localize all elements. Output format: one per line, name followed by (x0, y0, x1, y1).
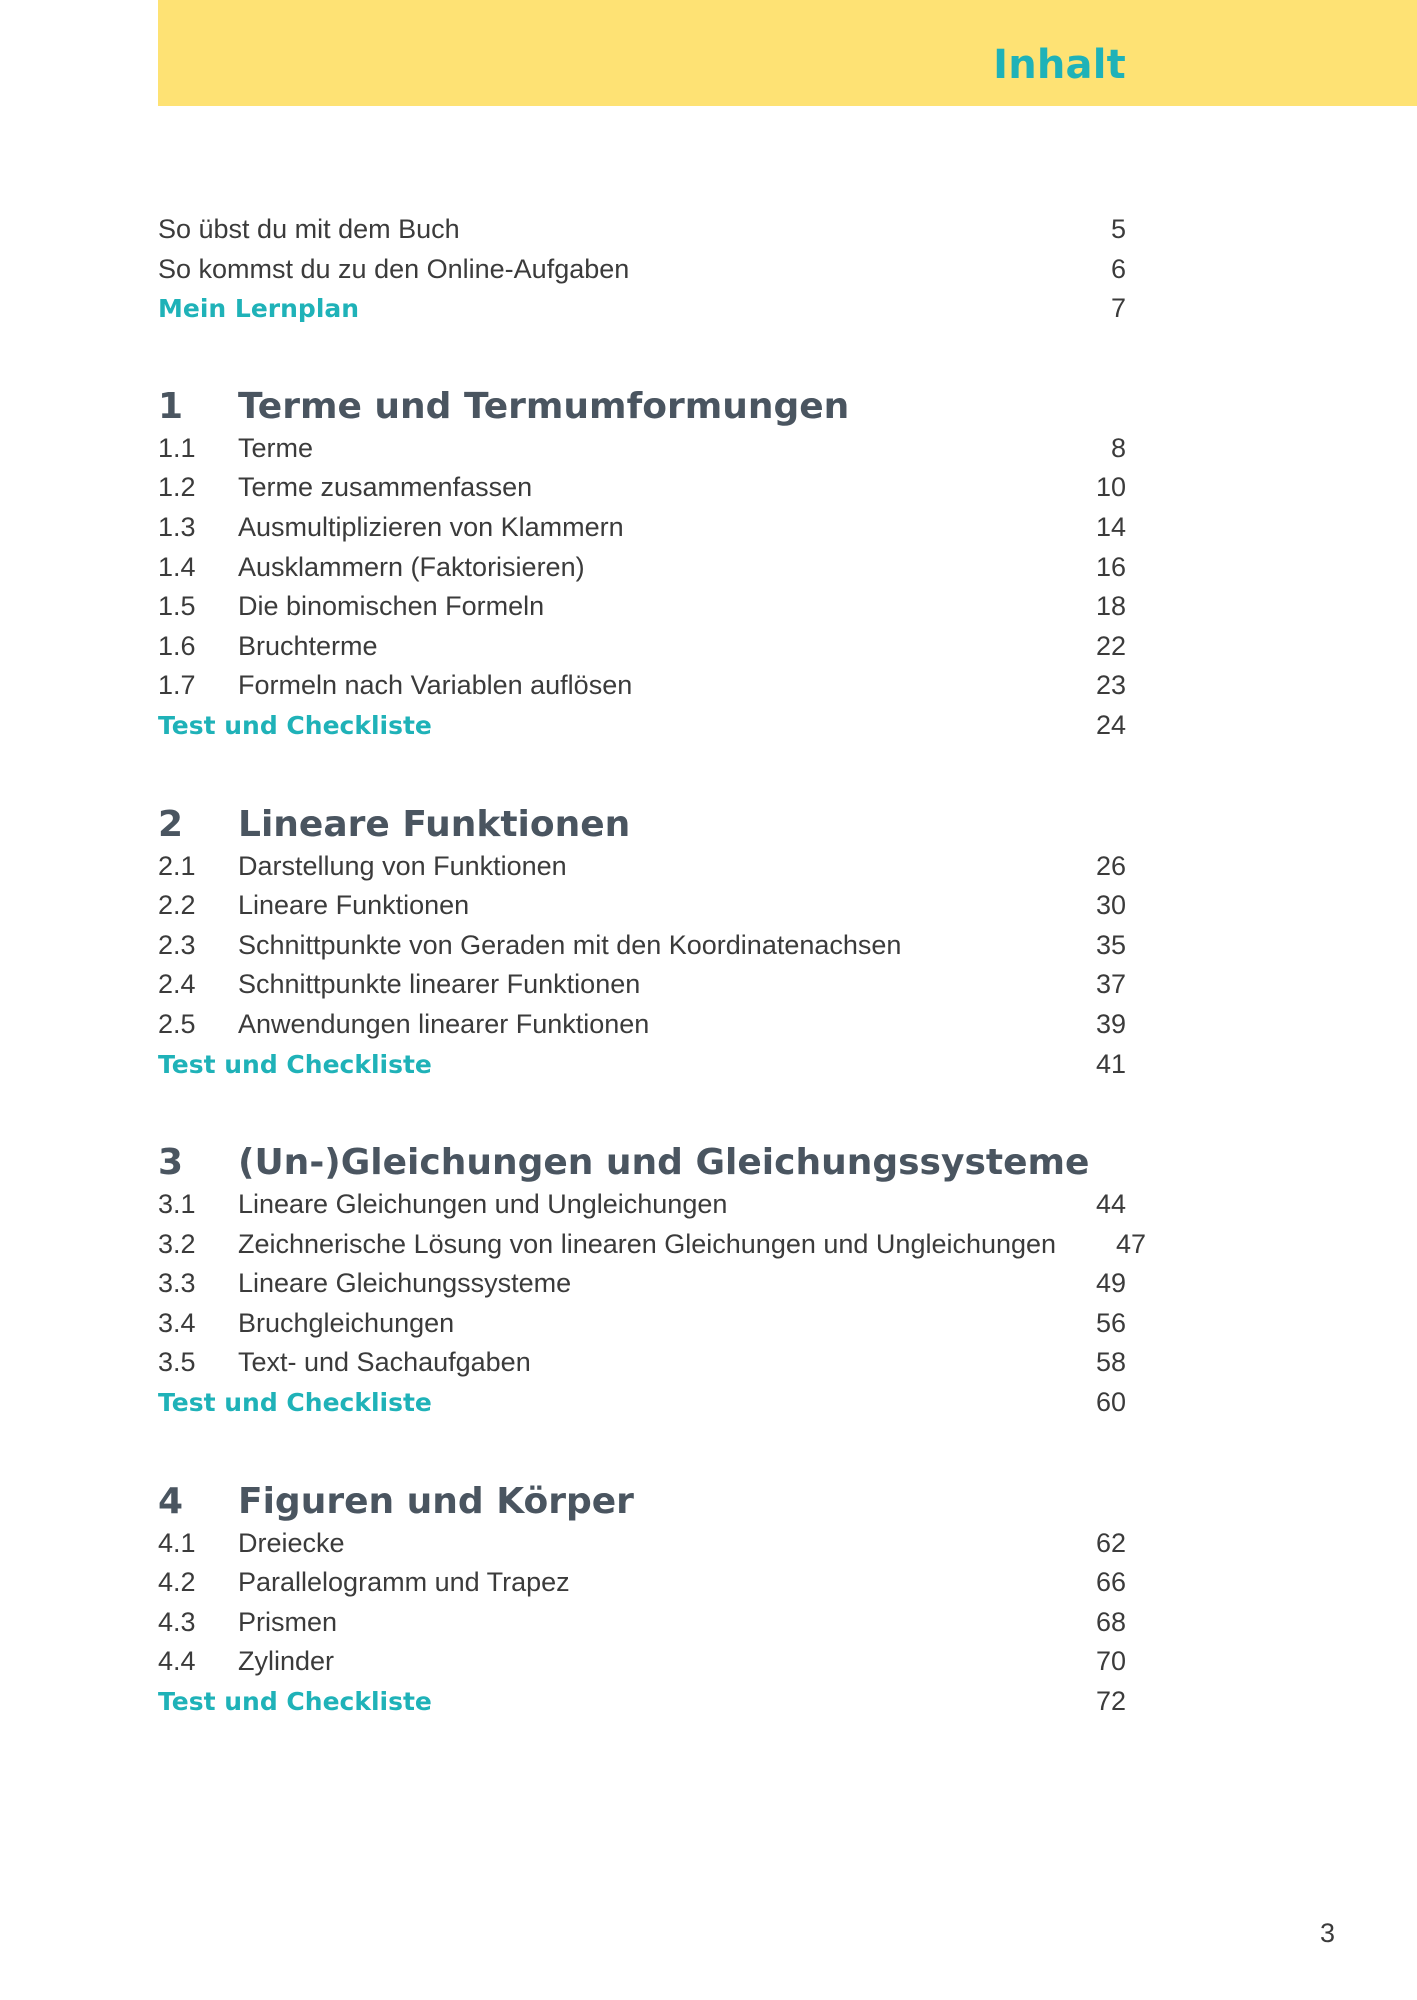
toc-page-number: 49 (1095, 1268, 1126, 1299)
chapter-title: Terme und Termumformungen (238, 385, 850, 427)
section-title: Dreiecke (238, 1527, 345, 1558)
section-number: 2.5 (158, 1008, 196, 1039)
toc-page-number: 39 (1095, 1008, 1126, 1039)
toc-item-row[interactable] (158, 429, 1126, 469)
toc-page-number: 14 (1095, 511, 1126, 542)
toc-page-number: 66 (1095, 1567, 1126, 1598)
section-title: Die binomischen Formeln (238, 591, 545, 622)
section-title: Formeln nach Variablen auflösen (238, 670, 633, 701)
toc-item-row[interactable] (158, 1603, 1126, 1643)
toc-page-number: 47 (1116, 1228, 1147, 1259)
toc-page-number: 5 (1110, 214, 1126, 244)
toc-item-row[interactable] (158, 1642, 1126, 1682)
chapter-title: (Un-)Gleichungen und Gleichungssysteme (238, 1142, 1090, 1184)
section-title: Bruchgleichungen (238, 1307, 455, 1338)
toc-page-number: 56 (1095, 1307, 1126, 1338)
chapter-number: 2 (158, 803, 184, 845)
chapter-heading[interactable] (158, 803, 1126, 847)
chapter-number: 4 (158, 1480, 184, 1522)
toc-intro-row[interactable] (158, 289, 1126, 329)
test-checklist-label: Test und Checkliste (158, 1049, 432, 1079)
section-number: 4.3 (158, 1606, 196, 1637)
section-gap (158, 1084, 1126, 1141)
toc-page-number: 62 (1095, 1527, 1126, 1558)
toc-item-row[interactable] (158, 1304, 1126, 1344)
section-number: 1.1 (158, 432, 196, 463)
toc-page-number: 26 (1095, 850, 1126, 881)
section-number: 1.4 (158, 551, 196, 582)
toc-page-number: 23 (1095, 670, 1126, 701)
section-title: Zeichnerische Lösung von linearen Gleichungen und Ungleichungen (238, 1228, 1057, 1259)
toc-page-number: 30 (1095, 890, 1126, 921)
section-number: 1.7 (158, 670, 196, 701)
chapter-title: Figuren und Körper (238, 1480, 634, 1522)
toc-item-row[interactable] (158, 886, 1126, 926)
toc-intro-row[interactable] (158, 210, 1126, 250)
section-number: 3.2 (158, 1228, 196, 1259)
toc-item-row[interactable] (158, 1563, 1126, 1603)
section-number: 3.5 (158, 1347, 196, 1378)
toc-item-row[interactable] (158, 548, 1126, 588)
toc-item-row[interactable] (158, 666, 1126, 706)
test-checklist-row[interactable] (158, 1383, 1126, 1423)
section-title: Parallelogramm und Trapez (238, 1567, 570, 1598)
section-title: Bruchterme (238, 630, 378, 661)
section-title: Lineare Gleichungssysteme (238, 1268, 572, 1299)
test-checklist-row[interactable] (158, 706, 1126, 746)
toc-item-row[interactable] (158, 1185, 1126, 1225)
toc-entry-title: So kommst du zu den Online-Aufgaben (158, 253, 630, 284)
toc-item-row[interactable] (158, 1005, 1126, 1045)
section-title: Anwendungen linearer Funktionen (238, 1008, 650, 1039)
section-title: Terme (238, 432, 314, 463)
section-title: Terme zusammenfassen (238, 472, 533, 503)
toc-page-number: 35 (1095, 929, 1126, 960)
test-checklist-row[interactable] (158, 1682, 1126, 1722)
toc-page-number: 10 (1095, 472, 1126, 503)
toc-page-number: 41 (1095, 1048, 1126, 1079)
section-number: 3.3 (158, 1268, 196, 1299)
chapter-heading[interactable] (158, 1141, 1126, 1185)
header-band (158, 0, 1417, 106)
toc-item-row[interactable] (158, 508, 1126, 548)
section-number: 2.2 (158, 890, 196, 921)
section-number: 4.1 (158, 1527, 196, 1558)
section-number: 2.4 (158, 969, 196, 1000)
toc-item-row[interactable] (158, 965, 1126, 1005)
section-number: 2.1 (158, 850, 196, 881)
section-title: Lineare Funktionen (238, 890, 470, 921)
toc-page-number: 16 (1095, 551, 1126, 582)
toc-page-number: 8 (1110, 432, 1126, 463)
section-number: 2.3 (158, 929, 196, 960)
toc-page-number: 68 (1095, 1606, 1126, 1637)
test-checklist-label: Test und Checkliste (158, 1388, 432, 1418)
section-title: Zylinder (238, 1646, 335, 1677)
toc-page-number: 60 (1095, 1387, 1126, 1418)
section-number: 1.6 (158, 630, 196, 661)
toc-item-row[interactable] (158, 1524, 1126, 1564)
toc-page-number: 37 (1095, 969, 1126, 1000)
toc-page-number: 18 (1095, 591, 1126, 622)
section-number: 3.1 (158, 1189, 196, 1220)
toc-item-row[interactable] (158, 468, 1126, 508)
chapter-heading[interactable] (158, 1480, 1126, 1524)
toc-item-row[interactable] (158, 1343, 1126, 1383)
section-gap (158, 746, 1126, 803)
test-checklist-label: Test und Checkliste (158, 710, 432, 740)
section-number: 4.2 (158, 1567, 196, 1598)
toc-page-number: 22 (1095, 630, 1126, 661)
toc-page-number: 6 (1110, 253, 1126, 284)
section-title: Darstellung von Funktionen (238, 850, 567, 881)
section-title: Schnittpunkte linearer Funktionen (238, 969, 641, 1000)
section-number: 4.4 (158, 1646, 196, 1677)
toc-page-number: 44 (1095, 1189, 1126, 1220)
toc-item-row[interactable] (158, 926, 1126, 966)
section-gap (158, 329, 1126, 385)
toc-page-number: 7 (1110, 293, 1126, 324)
section-title: Ausmultiplizieren von Klammern (238, 511, 624, 542)
chapter-number: 1 (158, 385, 184, 427)
section-number: 3.4 (158, 1307, 196, 1338)
section-number: 1.5 (158, 591, 196, 622)
page-title: Inhalt (993, 42, 1126, 88)
toc-entry-title: So übst du mit dem Buch (158, 214, 460, 244)
section-title: Ausklammern (Faktorisieren) (238, 551, 585, 582)
toc-intro-row[interactable] (158, 250, 1126, 290)
chapter-number: 3 (158, 1142, 184, 1184)
table-of-contents (158, 210, 1147, 1722)
section-title: Prismen (238, 1606, 338, 1637)
chapter-heading[interactable] (158, 385, 1126, 429)
section-number: 1.3 (158, 511, 196, 542)
toc-item-row[interactable] (158, 1264, 1126, 1304)
toc-page-number: 58 (1095, 1347, 1126, 1378)
toc-entry-title: Mein Lernplan (158, 294, 360, 324)
page-number: 3 (1319, 1918, 1335, 1948)
toc-item-row[interactable] (158, 847, 1126, 887)
section-title: Text- und Sachaufgaben (238, 1347, 531, 1378)
toc-item-row[interactable] (158, 1225, 1147, 1265)
toc-page-number: 24 (1095, 709, 1126, 740)
test-checklist-row[interactable] (158, 1045, 1126, 1085)
chapter-title: Lineare Funktionen (238, 803, 631, 845)
toc-page-number: 72 (1095, 1686, 1126, 1717)
section-title: Schnittpunkte von Geraden mit den Koordinatenachsen (238, 929, 902, 960)
section-gap (158, 1423, 1126, 1480)
test-checklist-label: Test und Checkliste (158, 1687, 432, 1717)
section-title: Lineare Gleichungen und Ungleichungen (238, 1189, 728, 1220)
toc-page-number: 70 (1095, 1646, 1126, 1677)
toc-item-row[interactable] (158, 587, 1126, 627)
section-number: 1.2 (158, 472, 196, 503)
toc-item-row[interactable] (158, 627, 1126, 667)
